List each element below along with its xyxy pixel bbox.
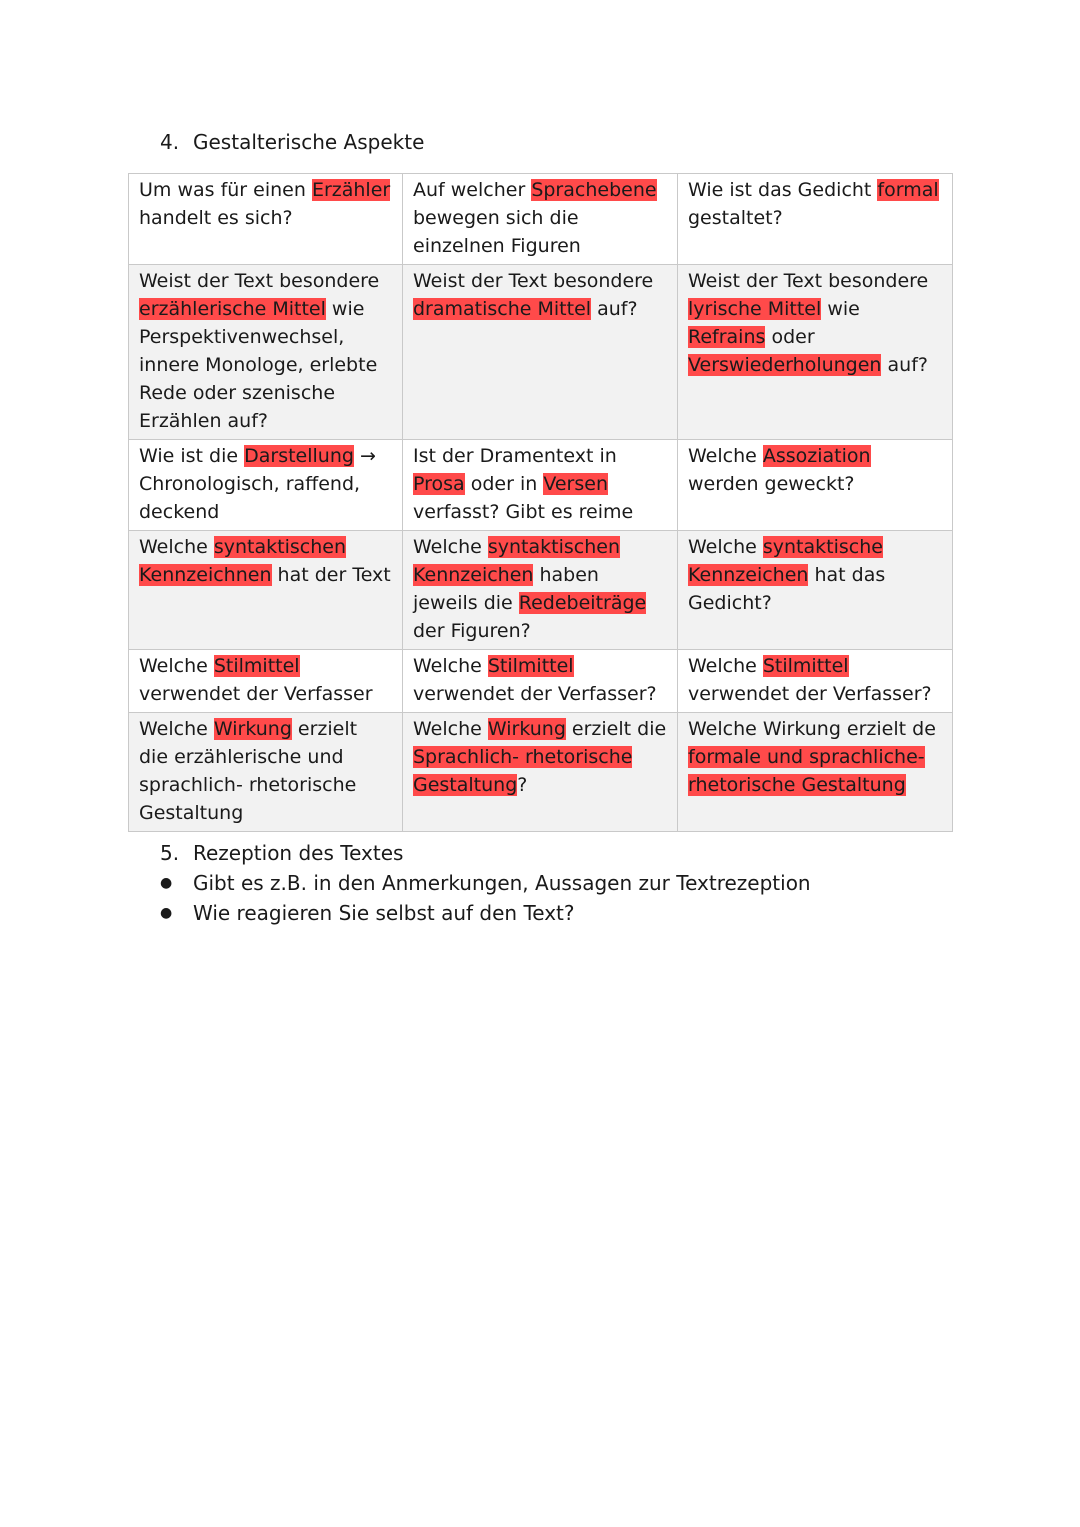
cell-text: Welche <box>139 718 214 740</box>
cell-text: haben jeweils die <box>413 564 599 614</box>
section-5 <box>160 838 811 928</box>
cell-text: hat das Gedicht? <box>688 564 886 614</box>
cell-text: werden geweckt? <box>688 473 855 495</box>
aspects-table <box>128 173 953 832</box>
cell-text: verwendet der Verfasser? <box>413 683 657 705</box>
highlighted-term: Wirkung <box>213 718 292 740</box>
highlighted-term: Sprachebene <box>531 179 657 201</box>
cell-epik <box>129 650 403 713</box>
bullet-icon: ● <box>160 875 173 891</box>
cell-text: Auf welcher <box>413 179 532 201</box>
cell-text: Weist der Text besondere <box>688 270 929 292</box>
bullet-item <box>160 898 811 928</box>
cell-lyrik <box>678 440 953 531</box>
cell-drama <box>403 265 678 440</box>
cell-text: Welche <box>688 445 763 467</box>
cell-text: Welche <box>413 536 488 558</box>
highlighted-term: formal <box>877 179 939 201</box>
cell-text: ? <box>517 774 528 796</box>
highlighted-term: Refrains <box>688 326 766 348</box>
cell-text: Um was für einen <box>139 179 312 201</box>
highlighted-term: Sprachlich- rhetorische Gestaltung <box>413 746 633 796</box>
cell-text: der Figuren? <box>413 620 531 642</box>
cell-text: auf? <box>591 298 638 320</box>
section-number: 5. <box>160 841 180 865</box>
section-5-heading <box>160 838 811 868</box>
cell-text: Welche <box>139 536 214 558</box>
highlighted-term: Darstellung <box>244 445 354 467</box>
highlighted-term: syntaktische Kennzeichen <box>688 536 883 586</box>
highlighted-term: Prosa <box>413 473 465 495</box>
cell-text: Welche Wirkung erzielt de <box>688 718 936 740</box>
cell-text: Welche <box>413 655 488 677</box>
cell-lyrik <box>678 174 953 265</box>
highlighted-term: Assoziation <box>762 445 871 467</box>
cell-text: → Chronologisch, raffend, deckend <box>139 445 376 523</box>
highlighted-term: Stilmittel <box>487 655 574 677</box>
cell-text: Wie ist die <box>139 445 245 467</box>
highlighted-term: syntaktischen Kennzeichnen <box>139 536 346 586</box>
highlighted-term: erzählerische Mittel <box>139 298 326 320</box>
cell-text: wie Perspektivenwechsel, innere Monologe, erlebte Rede oder szenische Erzählen auf? <box>139 298 378 432</box>
bullet-icon: ● <box>160 905 173 921</box>
highlighted-term: Redebeiträge <box>518 592 647 614</box>
highlighted-term: Stilmittel <box>762 655 849 677</box>
table-row <box>129 440 953 531</box>
section-4-heading <box>160 130 424 154</box>
section-title: Rezeption des Textes <box>193 841 404 865</box>
cell-text: handelt es sich? <box>139 207 293 229</box>
highlighted-term: Erzähler <box>311 179 391 201</box>
cell-text: bewegen sich die einzelnen Figuren <box>413 207 581 257</box>
cell-text: wie <box>821 298 860 320</box>
section-number: 4. <box>160 130 180 154</box>
highlighted-term: lyrische Mittel <box>688 298 822 320</box>
highlighted-term: Verswiederholungen <box>688 354 882 376</box>
highlighted-term: syntaktischen Kennzeichen <box>413 536 620 586</box>
cell-drama <box>403 174 678 265</box>
cell-epik <box>129 174 403 265</box>
cell-text: verwendet der Verfasser? <box>688 683 932 705</box>
highlighted-term: formale und sprachliche- rhetorische Gestaltung <box>688 746 925 796</box>
cell-text: Welche <box>413 718 488 740</box>
table-row <box>129 531 953 650</box>
table-row <box>129 265 953 440</box>
cell-text: Welche <box>139 655 214 677</box>
cell-drama <box>403 531 678 650</box>
bullet-text: Wie reagieren Sie selbst auf den Text? <box>193 901 575 925</box>
cell-text: Welche <box>688 536 763 558</box>
cell-lyrik <box>678 531 953 650</box>
cell-drama <box>403 713 678 832</box>
highlighted-term: Versen <box>543 473 608 495</box>
cell-epik <box>129 713 403 832</box>
cell-text: auf? <box>881 354 928 376</box>
cell-text: Wie ist das Gedicht <box>688 179 878 201</box>
table-row <box>129 174 953 265</box>
section-title: Gestalterische Aspekte <box>193 130 425 154</box>
table-row <box>129 713 953 832</box>
cell-epik <box>129 440 403 531</box>
bullet-item <box>160 868 811 898</box>
bullet-text: Gibt es z.B. in den Anmerkungen, Aussagen zur Textrezeption <box>193 871 811 895</box>
cell-drama <box>403 440 678 531</box>
cell-text: Welche <box>688 655 763 677</box>
cell-text: verfasst? Gibt es reime <box>413 501 634 523</box>
cell-text: oder in <box>464 473 544 495</box>
cell-text: erzielt die erzählerische und sprachlich- rhetorische Gestaltung <box>139 718 358 824</box>
cell-text: verwendet der Verfasser <box>139 683 373 705</box>
cell-text: Ist der Dramentext in <box>413 445 617 467</box>
highlighted-term: Stilmittel <box>213 655 300 677</box>
highlighted-term: dramatische Mittel <box>413 298 592 320</box>
table-row <box>129 650 953 713</box>
cell-drama <box>403 650 678 713</box>
cell-epik <box>129 265 403 440</box>
cell-lyrik <box>678 650 953 713</box>
highlighted-term: Wirkung <box>487 718 566 740</box>
cell-text: Weist der Text besondere <box>413 270 654 292</box>
cell-text: oder <box>765 326 815 348</box>
cell-lyrik <box>678 713 953 832</box>
cell-text: Weist der Text besondere <box>139 270 380 292</box>
cell-text: gestaltet? <box>688 207 783 229</box>
cell-text: hat der Text <box>271 564 391 586</box>
cell-epik <box>129 531 403 650</box>
cell-lyrik <box>678 265 953 440</box>
cell-text: erzielt die <box>565 718 667 740</box>
